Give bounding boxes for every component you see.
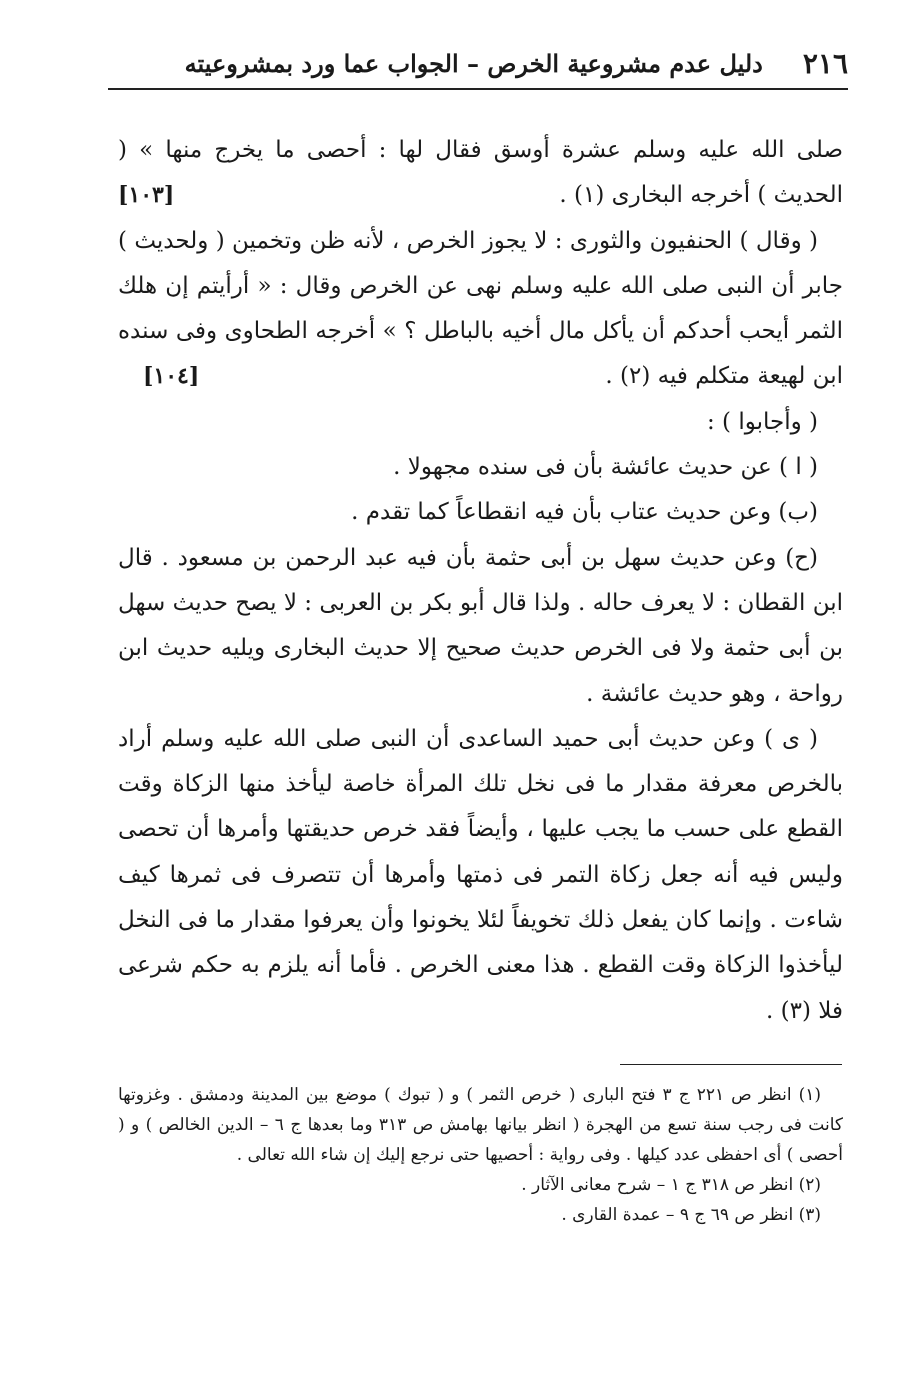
paragraph-1-text: صلى الله عليه وسلم عشرة أوسق فقال لها : أحصى ما يخرج منها » ( الحديث ) أخرجه البخارى (١) . xyxy=(118,137,843,209)
paragraph-4: ( ا ) عن حديث عائشة بأن فى سنده مجهولا . xyxy=(393,454,818,481)
footnote-separator xyxy=(620,1064,842,1065)
paragraph-5: (ب) وعن حديث عتاب بأن فيه انقطاعاً كما تقدم . xyxy=(351,499,818,526)
paragraph-7: ( ى ) وعن حديث أبى حميد الساعدى أن النبى صلى الله عليه وسلم أراد بالخرص معرفة مقدار ما فى نخل تلك المرأة خاصة ليأخذ منها الزكاة وقت القطع على حسب ما يجب عليها ، وأيضاً فقد خرص حديقتها وأمرها أن تحصى وليس فيه أنه جعل زكاة التمر فى ذمتها وأمرها أن تتصرف فى ثمرها كيف شاءت . وإنما كان يفعل ذلك تخويفاً لئلا يخونوا وأن يعرفوا مقدار ما فى النخل ليأخذوا الزكاة وقت القطع . هذا معنى الخرص . فأما أنه يلزم به حكم شرعى فلا (٣) . xyxy=(118,725,843,1024)
hadith-number-103: [١٠٣] xyxy=(118,182,175,209)
paragraph-6: (ح) وعن حديث سهل بن أبى حثمة بأن فيه عبد الرحمن بن مسعود . قال ابن القطان : لا يعرف حاله . ولذا قال أبو بكر بن العربى : لا يصح حديث سهل بن أبى حثمة ولا فى الخرص حديث صحيح إلا حديث البخارى ويليه حديث ابن رواحة ، وهو حديث عائشة . xyxy=(118,544,844,707)
running-header xyxy=(108,38,848,90)
footnote-3: (٣) انظر ص ٦٩ ج ٩ – عمدة القارى . xyxy=(561,1205,821,1225)
paragraph-3: ( وأجابوا ) : xyxy=(706,408,818,435)
hadith-number-104: [١٠٤] xyxy=(143,363,200,390)
paragraph-2 xyxy=(118,219,843,400)
footnote-1: (١) انظر ص ٢٢١ ج ٣ فتح البارى ( خرص الثمر ) و ( تبوك ) موضع بين المدينة ودمشق . وغزوتها كانت فى رجب سنة تسع من الهجرة ( انظر بيانها بهامش ص ٣١٣ وما بعدها ج ٦ – الدين الخالص ) و ( أحصى ) أى احفظى عدد كيلها . وفى رواية : أحصيها حتى نرجع إليك إن شاء الله تعالى . xyxy=(118,1085,843,1165)
footnotes xyxy=(118,1080,843,1230)
page-number: ٢١٦ xyxy=(802,46,848,80)
header-title: دليل عدم مشروعية الخرص – الجواب عما ورد بمشروعيته xyxy=(184,48,763,78)
footnote-2: (٢) انظر ص ٣١٨ ج ١ – شرح معانى الآثار . xyxy=(521,1175,821,1195)
paragraph-1 xyxy=(118,128,843,219)
main-text xyxy=(118,128,843,1034)
paragraph-2-text: ( وقال ) الحنفيون والثورى : لا يجوز الخرص ، لأنه ظن وتخمين ( ولحديث ) جابر أن النبى صلى الله عليه وسلم نهى عن الخرص وقال : « أرأيتم إن هلك الثمر أيحب أحدكم أن يأكل مال أخيه بالباطل ؟ » أخرجه الطحاوى وفى سنده ابن لهيعة متكلم فيه (٢) . xyxy=(118,227,843,390)
